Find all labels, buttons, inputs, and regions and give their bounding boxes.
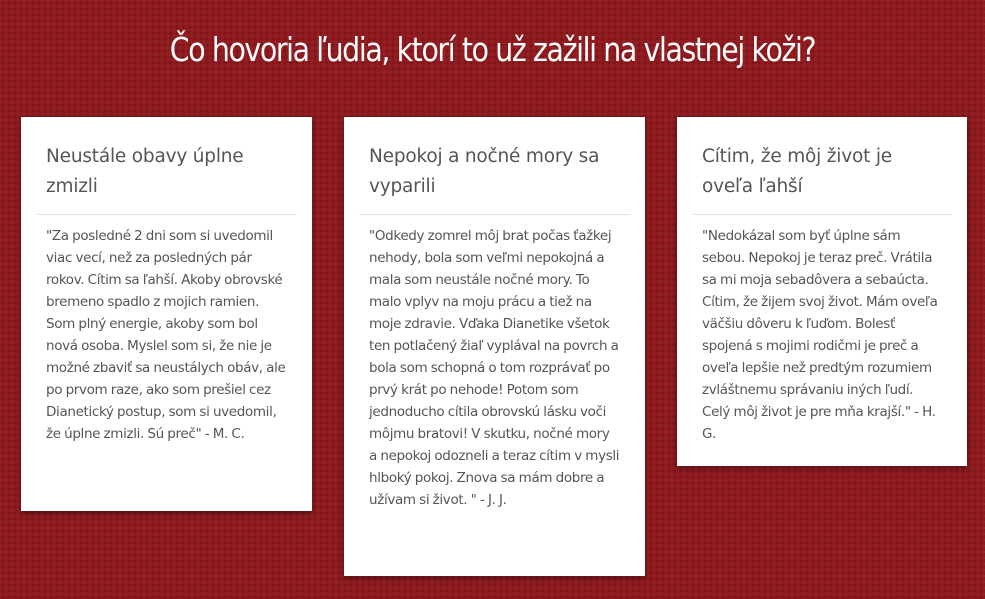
testimonial-card — [344, 117, 645, 576]
testimonial-card — [21, 117, 312, 511]
testimonial-text: "Za posledné 2 dni som si uvedomil viac vecí, než za posledných pár rokov. Cítim sa ľahší. Akoby obrovské bremeno spadlo z mojich ramien. Som plný energie, akoby som bol nová osoba. Myslel som si, že nie je možné zbaviť sa neustálych obáv, ale po prvom raze, ako som prešiel cez Dianetický postup, som si uvedomil, že úplne zmizli. Sú preč" - M. C. — [46, 228, 286, 442]
testimonial-title: Cítim, že môj život je oveľa ľahší — [692, 142, 952, 215]
testimonial-title: Neustále obavy úplne zmizli — [36, 142, 297, 215]
testimonial-text: "Nedokázal som byť úplne sám sebou. Nepokoj je teraz preč. Vrátila sa mi moja sebadôvera a sebaúcta. Cítim, že žijem svoj život. Mám oveľa väčšiu dôveru k ľuďom. Bolesť spojená s mojimi rodičmi je preč a oveľa lepšie než predtým rozumiem zvláštnemu správaniu iných ľudí. Celý môj život je pre mňa krajší." - H. G. — [702, 228, 938, 442]
testimonial-title: Nepokoj a nočné mory sa vyparili — [359, 142, 630, 215]
testimonial-card — [677, 117, 967, 466]
testimonial-text: "Odkedy zomrel môj brat počas ťažkej nehody, bola som veľmi nepokojná a mala som neustále nočné mory. To malo vplyv na moju prácu a tiež na moje zdravie. Vďaka Dianetike všetok ten potlačený žiaľ vyplával na povrch a bola som schopná o tom rozprávať po prvý krát po nehode! Potom som jednoducho cítila obrovskú lásku voči môjmu bratovi! V skutku, nočné mory a nepokoj odozneli a teraz cítim v mysli hlboký pokoj. Znova sa mám dobre a užívam si život. " - J. J. — [369, 228, 620, 508]
page-title: Čo hovoria ľudia, ktorí to už zažili na vlastnej koži? — [169, 30, 816, 69]
